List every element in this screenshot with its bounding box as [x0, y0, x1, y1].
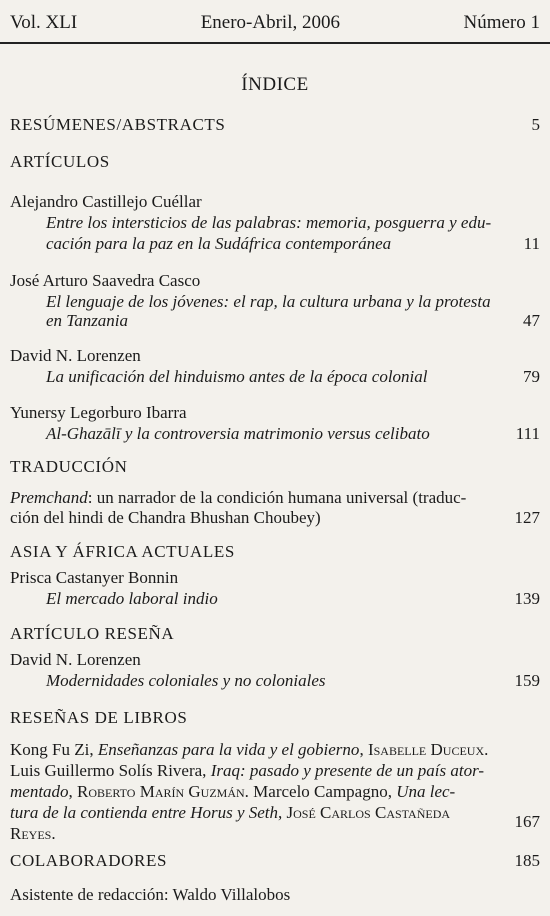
translation-entry	[10, 488, 540, 508]
section-resenas-libros: RESEÑAS DE LIBROS	[10, 708, 188, 727]
book-review-line	[10, 803, 540, 823]
section-asia-africa: ASIA Y ÁFRICA ACTUALES	[10, 542, 235, 561]
reviewer-name-cont: Reyes.	[10, 824, 56, 843]
article-title: La unificación del hinduismo antes de la época colonial	[46, 367, 428, 386]
section-resumenes: RESÚMENES/ABSTRACTS	[10, 115, 226, 134]
page-number: 167	[514, 812, 540, 831]
article-author: David N. Lorenzen	[10, 650, 141, 669]
page-number: 185	[514, 851, 540, 870]
issue-date: Enero-Abril, 2006	[200, 12, 340, 33]
book-title: Enseñanzas para la vida y el gobierno	[97, 740, 360, 759]
page-number: 159	[514, 671, 540, 690]
book-author: Kong Fu Zi,	[10, 740, 98, 759]
article-title: El lenguaje de los jóvenes: el rap, la cultura urbana y la protesta	[46, 292, 491, 311]
section-articulo-resena: ARTÍCULO RESEÑA	[10, 624, 175, 643]
book-title-cont: mentado	[10, 782, 69, 801]
translation-desc-cont: ción del hindi de Chandra Bhushan Choubey)	[10, 508, 321, 527]
page-number: 5	[531, 115, 540, 134]
article-author: David N. Lorenzen	[10, 346, 141, 365]
page-number: 111	[515, 424, 540, 443]
page-number: 139	[514, 589, 540, 608]
book-title: Iraq: pasado y presente de un país ator-	[210, 761, 485, 780]
editorial-assistant-credit: Asistente de redacción: Waldo Villalobos	[10, 885, 291, 904]
separator: ,	[278, 803, 287, 822]
separator: ,	[359, 740, 368, 759]
article-author: Alejandro Castillejo Cuéllar	[10, 192, 202, 211]
book-title: Una lec-	[396, 782, 456, 801]
book-review-line	[10, 740, 540, 760]
article-title: Modernidades coloniales y no coloniales	[46, 671, 326, 690]
section-colaboradores: COLABORADORES	[10, 851, 168, 870]
book-review-line	[10, 761, 540, 781]
page-number: 11	[523, 234, 540, 253]
page-number: 79	[523, 367, 540, 386]
article-title-cont: en Tanzania	[46, 311, 129, 330]
article-title: Al-Ghazālī y la controversia matrimonio versus celibato	[46, 424, 430, 443]
book-title-cont: tura de la contienda entre Horus y Seth	[10, 803, 279, 822]
running-header	[10, 12, 540, 42]
reviewer-name: Roberto Marín Guzmán.	[77, 782, 249, 801]
translation-desc: : un narrador de la condición humana universal (traduc-	[87, 488, 467, 507]
separator: ,	[68, 782, 78, 801]
article-author: Yunersy Legorburo Ibarra	[10, 403, 187, 422]
article-title: Entre los intersticios de las palabras: memoria, posguerra y edu-	[46, 213, 492, 232]
page-number: 127	[514, 508, 540, 527]
article-title: El mercado laboral indio	[46, 589, 218, 608]
reviewer-name: Isabelle Duceux.	[367, 740, 489, 759]
book-review-line	[10, 782, 540, 802]
volume-label: Vol. XLI	[10, 12, 78, 33]
page-title: ÍNDICE	[241, 74, 309, 95]
article-title-cont: cación para la paz en la Sudáfrica contemporánea	[46, 234, 392, 253]
article-author: Prisca Castanyer Bonnin	[10, 568, 179, 587]
issue-number: Número 1	[463, 12, 540, 33]
article-author: José Arturo Saavedra Casco	[10, 271, 201, 290]
section-traduccion: TRADUCCIÓN	[10, 457, 128, 476]
page-number: 47	[523, 311, 540, 330]
header-rule	[0, 42, 550, 44]
section-articulos: ARTÍCULOS	[10, 152, 110, 171]
book-author: Luis Guillermo Solís Rivera,	[10, 761, 211, 780]
translation-title: Premchand	[10, 488, 88, 507]
book-author: Marcelo Campagno,	[248, 782, 397, 801]
reviewer-name: José Carlos Castañeda	[286, 803, 451, 822]
